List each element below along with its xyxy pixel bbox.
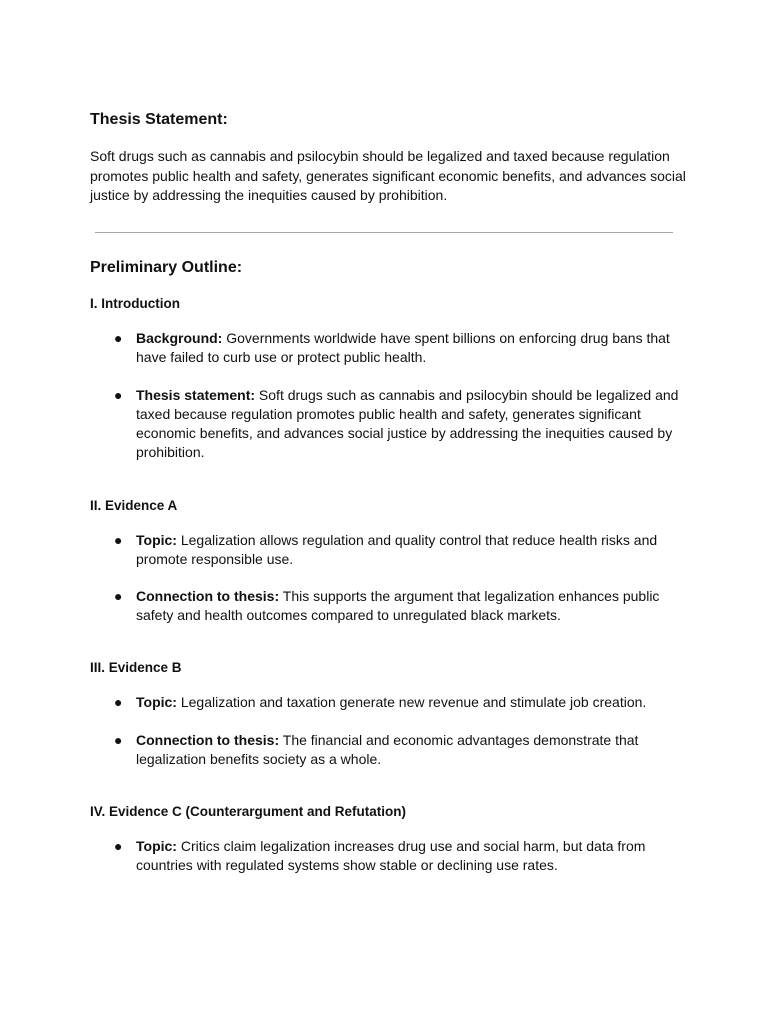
item-label: Topic: bbox=[136, 532, 177, 548]
item-text: Soft drugs such as cannabis and psilocybin should be legalized and taxed because regulation promotes public health and safety, generates significant economic benefits, and advances social justice by addressing the inequities caused by prohibition. bbox=[136, 387, 679, 460]
item-label: Topic: bbox=[136, 838, 177, 854]
bullet-icon: ● bbox=[114, 532, 123, 548]
outline-heading: Preliminary Outline: bbox=[90, 259, 243, 276]
item-label: Thesis statement: bbox=[136, 387, 256, 403]
item-text: Critics claim legalization increases drug use and social harm, but data from countries with regulated systems show stable or declining use rates. bbox=[136, 838, 646, 873]
bullet-icon: ● bbox=[114, 588, 123, 604]
bullet-icon: ● bbox=[114, 838, 123, 854]
section-title-evidence-c: IV. Evidence C (Counterargument and Refutation) bbox=[90, 804, 407, 819]
item-label: Connection to thesis: bbox=[136, 588, 280, 604]
bullet-icon: ● bbox=[114, 387, 123, 403]
thesis-heading: Thesis Statement: bbox=[90, 111, 228, 128]
item-text: Legalization allows regulation and quality control that reduce health risks and promote responsible use. bbox=[136, 532, 658, 567]
list-item bbox=[90, 837, 690, 875]
evidence-c-list bbox=[90, 837, 690, 875]
section-title-evidence-a: II. Evidence A bbox=[90, 498, 178, 513]
list-item bbox=[90, 587, 690, 625]
thesis-section bbox=[90, 110, 690, 206]
bullet-icon: ● bbox=[114, 732, 123, 748]
item-label: Topic: bbox=[136, 694, 177, 710]
item-text: Legalization and taxation generate new revenue and stimulate job creation. bbox=[176, 694, 647, 710]
list-item bbox=[90, 329, 690, 367]
section-title-introduction: I. Introduction bbox=[90, 296, 180, 311]
list-item bbox=[90, 386, 690, 462]
item-label: Connection to thesis: bbox=[136, 732, 280, 748]
list-item bbox=[90, 731, 690, 769]
item-label: Background: bbox=[136, 330, 223, 346]
list-item bbox=[90, 531, 690, 569]
evidence-a-list bbox=[90, 531, 690, 625]
thesis-text: Soft drugs such as cannabis and psilocybin should be legalized and taxed because regulation promotes public health and safety, generates significant economic benefits, and advances social justice by addressing the inequities caused by prohibition. bbox=[90, 148, 686, 203]
horizontal-divider bbox=[95, 232, 673, 233]
item-text: This supports the argument that legalization enhances public safety and health outcomes compared to unregulated black markets. bbox=[136, 588, 660, 623]
bullet-icon: ● bbox=[114, 694, 123, 710]
item-text: Governments worldwide have spent billions on enforcing drug bans that have failed to curb use or protect public health. bbox=[136, 330, 670, 365]
bullet-icon: ● bbox=[114, 330, 123, 346]
section-title-evidence-b: III. Evidence B bbox=[90, 660, 182, 675]
list-item bbox=[90, 693, 690, 712]
introduction-list bbox=[90, 329, 690, 462]
item-text: The financial and economic advantages demonstrate that legalization benefits society as a whole. bbox=[136, 732, 639, 767]
evidence-b-list bbox=[90, 693, 690, 769]
outline-section bbox=[90, 258, 690, 875]
